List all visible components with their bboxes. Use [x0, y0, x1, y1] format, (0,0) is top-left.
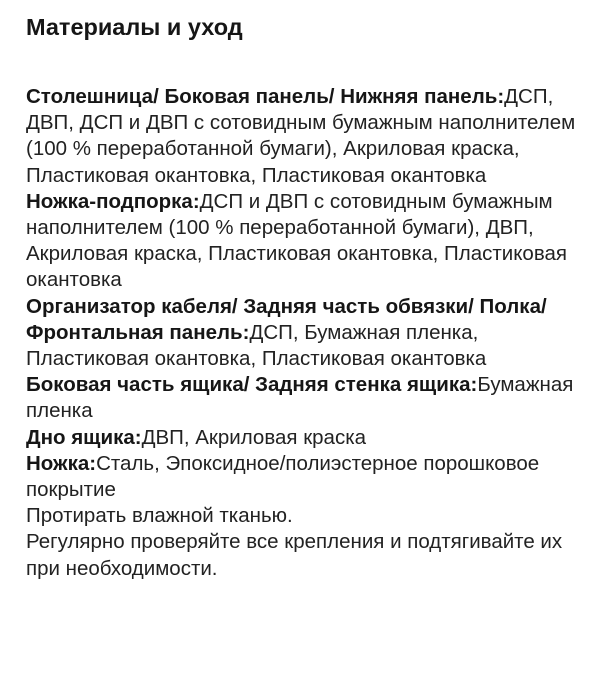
care-instruction: Протирать влажной тканью. — [26, 504, 293, 528]
material-label: Организатор кабеля/ Задняя часть обвязки/ Полка/ Фронтальная панель: — [26, 294, 547, 344]
material-value: ДВП, Акриловая краска — [141, 425, 367, 449]
material-entry-leg — [26, 451, 577, 503]
material-label: Ножка-подпорка: — [26, 189, 200, 213]
material-value: Бумажная пленка — [26, 373, 574, 423]
material-label: Столешница/ Боковая панель/ Нижняя панель: — [26, 85, 505, 108]
material-entry-drawer-side — [26, 372, 577, 424]
material-value: ДСП, ДВП, ДСП и ДВП с сотовидным бумажным наполнителем (100 % переработанной бумаги), Акриловая краска, Пластиковая окантовка, Пластиковая окантовка — [26, 85, 576, 187]
material-value: Сталь, Эпоксидное/полиэстерное порошковое покрытие — [26, 451, 540, 502]
care-instruction: Регулярно проверяйте все крепления и подтягивайте их при необходимости. — [26, 530, 563, 580]
material-entry-tabletop — [26, 84, 577, 189]
material-entry-cable-organizer — [26, 294, 577, 373]
material-label: Дно ящика: — [26, 425, 142, 449]
section-title: Материалы и уход — [26, 14, 243, 40]
material-entry-drawer-bottom — [26, 425, 577, 451]
material-value: ДСП, Бумажная пленка, Пластиковая окантовка, Пластиковая окантовка — [26, 320, 487, 371]
material-value: ДСП и ДВП с сотовидным бумажным наполнителем (100 % переработанной бумаги), ДВП, Акриловая краска, Пластиковая окантовка, Пластиковая окантовка — [26, 189, 567, 292]
material-label: Ножка: — [26, 451, 97, 475]
material-label: Боковая часть ящика/ Задняя стенка ящика: — [26, 373, 478, 397]
materials-list — [26, 84, 577, 582]
material-entry-support-leg — [26, 189, 577, 294]
